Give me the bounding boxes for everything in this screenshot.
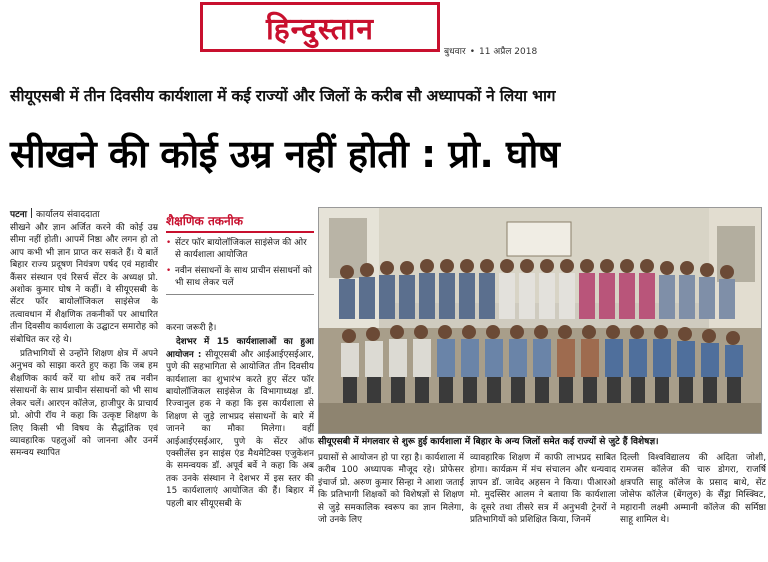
article-paragraph: सीखने और ज्ञान अर्जित करने की कोई उम्र सीमा नहीं होती। आपमें निष्ठा और लगन हो तो आप कभी भी ज्ञान प्राप्त कर सकते हैं। ये बातें बिहार राज्य प्रदूषण नियंत्रण पर्षद एवं महावीर कैंसर संस्थान एवं रिसर्च सेंटर के अध्यक्ष प्रो. अशोक कुमार घोष ने कहीं। वे सीयूएसबी के सेंटर फॉर बायोलॉजिकल साइंसेज के तत्वावधान में शैक्षणिक तकनीकों पर आधारित तीन दिवसीय कार्यशाला के उद्घाटन समारोह को संबोधित कर रहे थे। xyxy=(10,223,158,345)
group-photo-illustration xyxy=(319,208,762,434)
article-paragraph: प्रतिभागियों से उन्होंने शिक्षण क्षेत्र में अपने अनुभव को साझा करते हुए कहा कि जब हम शैक्षणिक कार्य करें या शोध करें तब नवीन संसाधनों के साथ प्राचीन संसाधनों को भी साथ लेकर चलें। आरएन कॉलेज, हाजीपुर के प्राचार्य प्रो. ओपी रॉय ने कहा कि उत्कृष्ट शिक्षण के लिए किसी भी विषय के सैद्धांतिक एवं व्यावहारिक पहलुओं को जानना और उनमें समन्वय स्थापित xyxy=(10,349,158,459)
highlights-title: शैक्षणिक तकनीक xyxy=(166,212,314,233)
dateline-day: बुधवार xyxy=(444,47,466,57)
newspaper-masthead xyxy=(200,2,440,52)
masthead-title: हिन्दुस्तान xyxy=(265,11,375,47)
dateline-date: 11 अप्रैल 2018 xyxy=(479,47,538,57)
highlight-item: • नवीन संसाधनों के साथ प्राचीन संसाधनों को भी साथ लेकर चलें xyxy=(166,265,314,289)
article-column-4: व्यावहारिक शिक्षण में काफी लाभप्रद साबित होगा। कार्यक्रम में मंच संचालन और धन्यवाद ज्ञापन डॉ. जावेद अहसन ने किया। पीआरओ मो. मुदस्सिर आलम ने बताया कि कार्यशाला के दूसरे तथा तीसरे सत्र में अनुभवी ट्रेनरों ने प्रतिभागियों को प्रशिक्षित किया, जिनमें xyxy=(470,453,616,526)
article-subhead: देशभर में 15 कार्यशालाओं का हुआ आयोजन : xyxy=(166,337,314,360)
byline-divider xyxy=(31,208,32,218)
article-column-5: दिल्ली विश्वविद्यालय की अदिता जोशी, रामजस कॉलेज की चारु डोगरा, राजर्षि क्षत्रपति साहू कॉलेज के प्रसाद बाथे, सेंट जोसेफ कॉलेज (बेंगलुरु) के सैंड्रा मिस्क्विट, महारानी लक्ष्मी अम्मानी कॉलेज की सर्मिष्ठा साहू शामिल थे। xyxy=(620,453,766,526)
article-byline xyxy=(10,207,100,220)
highlight-item: • सेंटर फॉर बायोलॉजिकल साइंसेज की ओर से कार्यशाला आयोजित xyxy=(166,237,314,261)
article-paragraph: करना जरूरी है। xyxy=(166,323,217,333)
article-column-3: प्रयासों से आयोजन हो पा रहा है। कार्यशाला में करीब 100 अध्यापक मौजूद रहे। प्रोफेसर इंचार्ज प्रो. अरुण कुमार सिन्हा ने आशा जताई कि प्रतिभागी शिक्षकों को विशेषज्ञों से शिक्षण से जुड़े समकालिक स्वरूप का ज्ञान मिलेगा, जो उनके लिए xyxy=(318,453,464,526)
attendee-figures xyxy=(339,259,743,403)
highlights-box xyxy=(166,212,314,295)
dateline xyxy=(444,44,537,57)
photo-caption: सीयूएसबी में मंगलवार से शुरू हुई कार्यशाला में बिहार के अन्य जिलों समेत कई राज्यों से जुटे हैं विशेषज्ञ। xyxy=(318,437,659,447)
article-paragraph xyxy=(166,336,314,510)
group-photo xyxy=(318,207,762,434)
article-kicker: सीयूएसबी में तीन दिवसीय कार्यशाला में कई राज्यों और जिलों के करीब सौ अध्यापकों ने लिया भाग xyxy=(10,87,556,105)
highlights-divider xyxy=(166,294,314,295)
dateline-separator-icon: • xyxy=(469,47,476,57)
article-column-2 xyxy=(166,322,314,562)
article-headline: सीखने की कोई उम्र नहीं होती : प्रो. घोष xyxy=(10,132,560,176)
byline-place: पटना xyxy=(10,210,27,220)
article-subhead-body: सीयूएसबी और आईआईएसईआर, पुणे की सहभागिता से आयोजित तीन दिवसीय कार्यशाला का शुभारंभ करते हुए सेंटर फॉर बायोलॉजिकल साइंसेज के विभागाध्यक्ष डॉ. रिज्वानुल हक ने कहा कि इस कार्यशाला से शिक्षण से जुड़े लाभप्रद संसाधनों के बारे में जानने का मौका मिलेगा। वहीं आईआईएसईआर, पुणे के सेंटर ऑफ एक्सीलेंस इन साइंस एंड मैथमेटिक्स एजुकेशन के समन्वयक डॉ. अपूर्व बर्वे ने कहा कि अब तक उनके संस्थान ने देशभर में इस स्तर की 15 कार्यशालाएं आयोजित की हैं। बिहार में पहली बार सीयूएसबी के xyxy=(166,349,314,509)
article-column-1 xyxy=(10,222,158,562)
byline-source: कार्यालय संवाददाता xyxy=(35,210,100,220)
